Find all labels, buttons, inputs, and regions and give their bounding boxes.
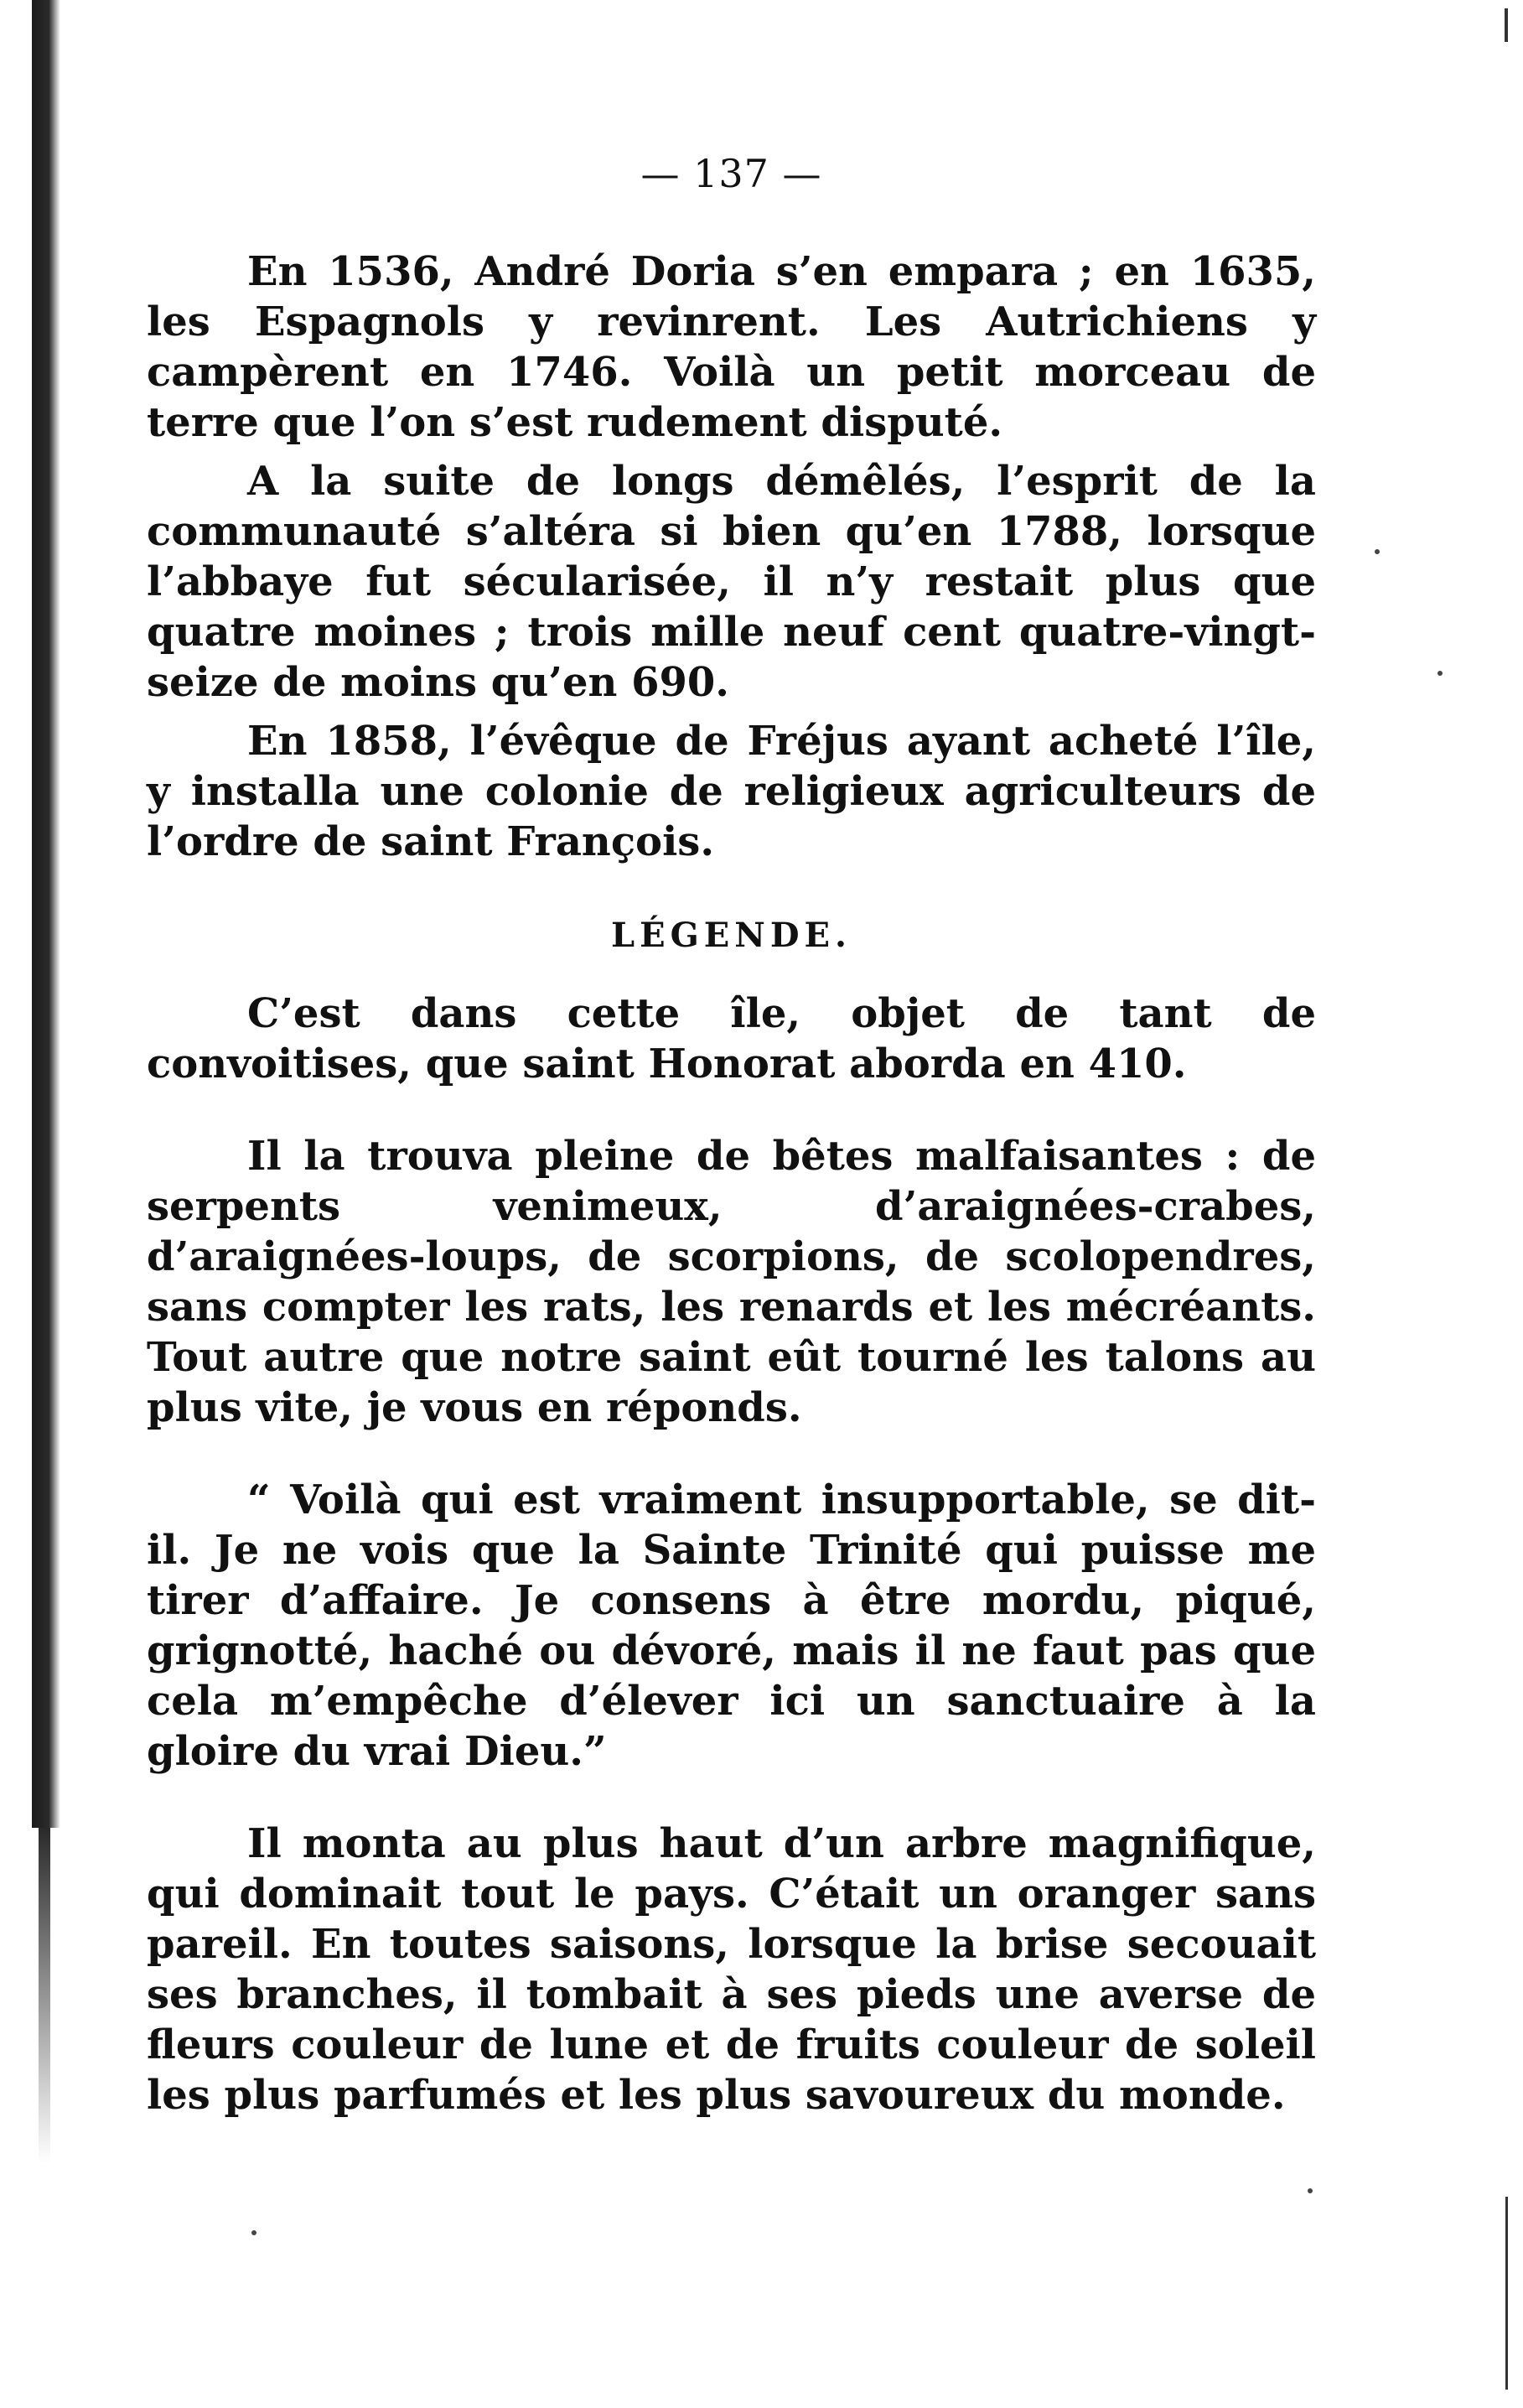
speck [251, 2230, 256, 2235]
speck [1438, 671, 1443, 676]
page-number: — 137 — [640, 151, 822, 196]
paragraph-gap [147, 1441, 1316, 1475]
paragraph-gap [147, 1098, 1316, 1131]
paragraph-legend-2: Il la trouva pleine de bêtes malfaisantes : de serpents venimeux, d’araignées-crabes, d’araignées-loups, de scorpions, de scolopendres, sans compter les rats, les renards et les mécréants. Tout autre que notre saint eût tourné les talons au plus vite, je vous en réponds. [147, 1133, 1316, 1431]
paragraph-gap [147, 1785, 1316, 1819]
edge-mark [1505, 8, 1508, 42]
paragraph-legend-4: Il monta au plus haut d’un arbre magnifique, qui dominait tout le pays. C’était un oranger sans pareil. En toutes saisons, lorsque la brise secouait ses branches, il tombait à ses pieds une averse de fleurs couleur de lune et de fruits couleur de soleil les plus parfumés et les plus savoureux du monde. [147, 1820, 1316, 2119]
document-page [147, 151, 1316, 2129]
book-spine-shadow [32, 0, 60, 1828]
paragraph-legend-3: “ Voilà qui est vraiment insupportable, se dit-il. Je ne vois que la Sainte Trinité qui puisse me tirer d’affaire. Je consens à être mordu, piqué, grignotté, haché ou dévoré, mais il ne faut pas que cela m’empêche d’élever ici un sanctuaire à la gloire du vrai Dieu.” [147, 1476, 1316, 1775]
paragraph-legend-1: C’est dans cette île, objet de tant de convoitises, que saint Honorat aborda en 410. [147, 990, 1316, 1087]
paragraph-history-1: En 1536, André Doria s’en empara ; en 1635, les Espagnols y revinrent. Les Autrichiens y campèrent en 1746. Voilà un petit morceau de terre que l’on s’est rudement disputé. [147, 248, 1316, 446]
paragraph-history-3: En 1858, l’évêque de Fréjus ayant acheté l’île, y installa une colonie de religieux agriculteurs de l’ordre de saint François. [147, 718, 1316, 865]
speck [1308, 2188, 1313, 2193]
section-heading: LÉGENDE. [611, 916, 852, 955]
book-spine-shadow-lower [39, 1828, 50, 2163]
paragraph-history-2: A la suite de longs démêlés, l’esprit de la communauté s’altéra si bien qu’en 1788, lorsque l’abbaye fut sécularisée, il n’y restait plus que quatre moines ; trois mille neuf cent quatre-vingt-seize de moins qu’en 690. [147, 458, 1316, 706]
speck [1375, 549, 1380, 554]
edge-mark [1505, 2197, 1508, 2390]
